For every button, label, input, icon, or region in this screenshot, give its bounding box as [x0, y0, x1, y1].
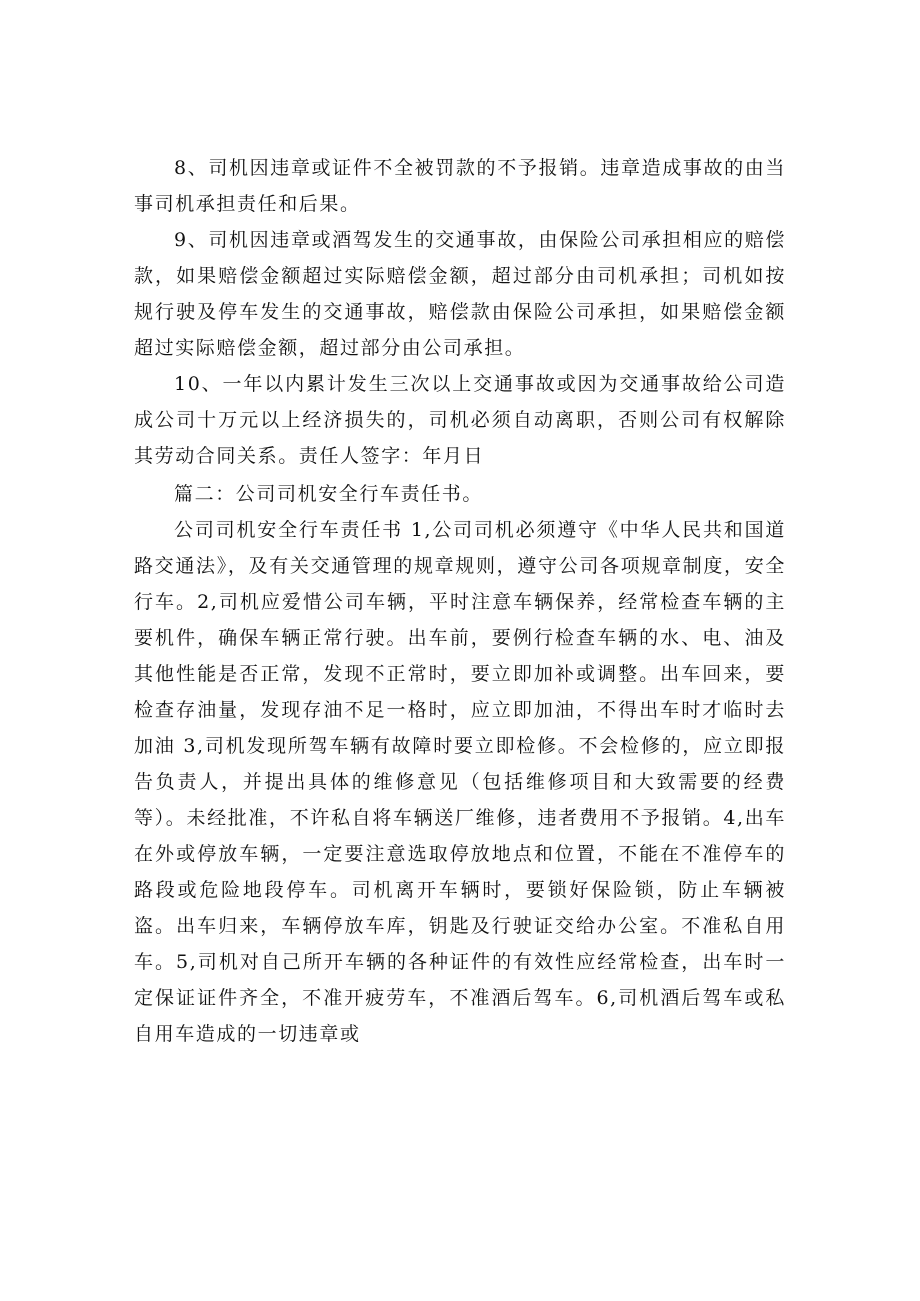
section-heading-part-two: 篇二：公司司机安全行车责任书。: [174, 483, 484, 505]
paragraph-rule-8: 8、司机因违章或证件不全被罚款的不予报销。违章造成事故的由当事司机承担责任和后果。: [134, 157, 786, 215]
paragraph-rule-10: 10、一年以内累计发生三次以上交通事故或因为交通事故给公司造成公司十万元以上经济损失的，司机必须自动离职，否则公司有权解除其劳动合同关系。责任人签字：年月日: [134, 373, 786, 467]
paragraph-rule-9: 9、司机因违章或酒驾发生的交通事故，由保险公司承担相应的赔偿款，如果赔偿金额超过实际赔偿金额，超过部分由司机承担；司机如按规行驶及停车发生的交通事故，赔偿款由保险公司承担，如果赔偿金额超过实际赔偿金额，超过部分由公司承担。: [134, 229, 786, 359]
document-body: [134, 150, 786, 1052]
paragraph-safety-responsibility: 公司司机安全行车责任书 1,公司司机必须遵守《中华人民共和国道路交通法》，及有关交通管理的规章规则，遵守公司各项规章制度，安全行车。2,司机应爱惜公司车辆，平时注意车辆保养，经常检查车辆的主要机件，确保车辆正常行驶。出车前，要例行检查车辆的水、电、油及其他性能是否正常，发现不正常时，要立即加补或调整。出车回来，要检查存油量，发现存油不足一格时，应立即加油，不得出车时才临时去加油 3,司机发现所驾车辆有故障时要立即检修。不会检修的，应立即报告负责人，并提出具体的维修意见（包括维修项目和大致需要的经费等）。未经批准，不许私自将车辆送厂维修，违者费用不予报销。4,出车在外或停放车辆，一定要注意选取停放地点和位置，不能在不准停车的路段或危险地段停车。司机离开车辆时，要锁好保险锁，防止车辆被盗。出车归来，车辆停放车库，钥匙及行驶证交给办公室。不准私自用车。5,司机对自己所开车辆的各种证件的有效性应经常检查，出车时一定保证证件齐全，不准开疲劳车，不准酒后驾车。6,司机酒后驾车或私自用车造成的一切违章或: [134, 519, 786, 1045]
